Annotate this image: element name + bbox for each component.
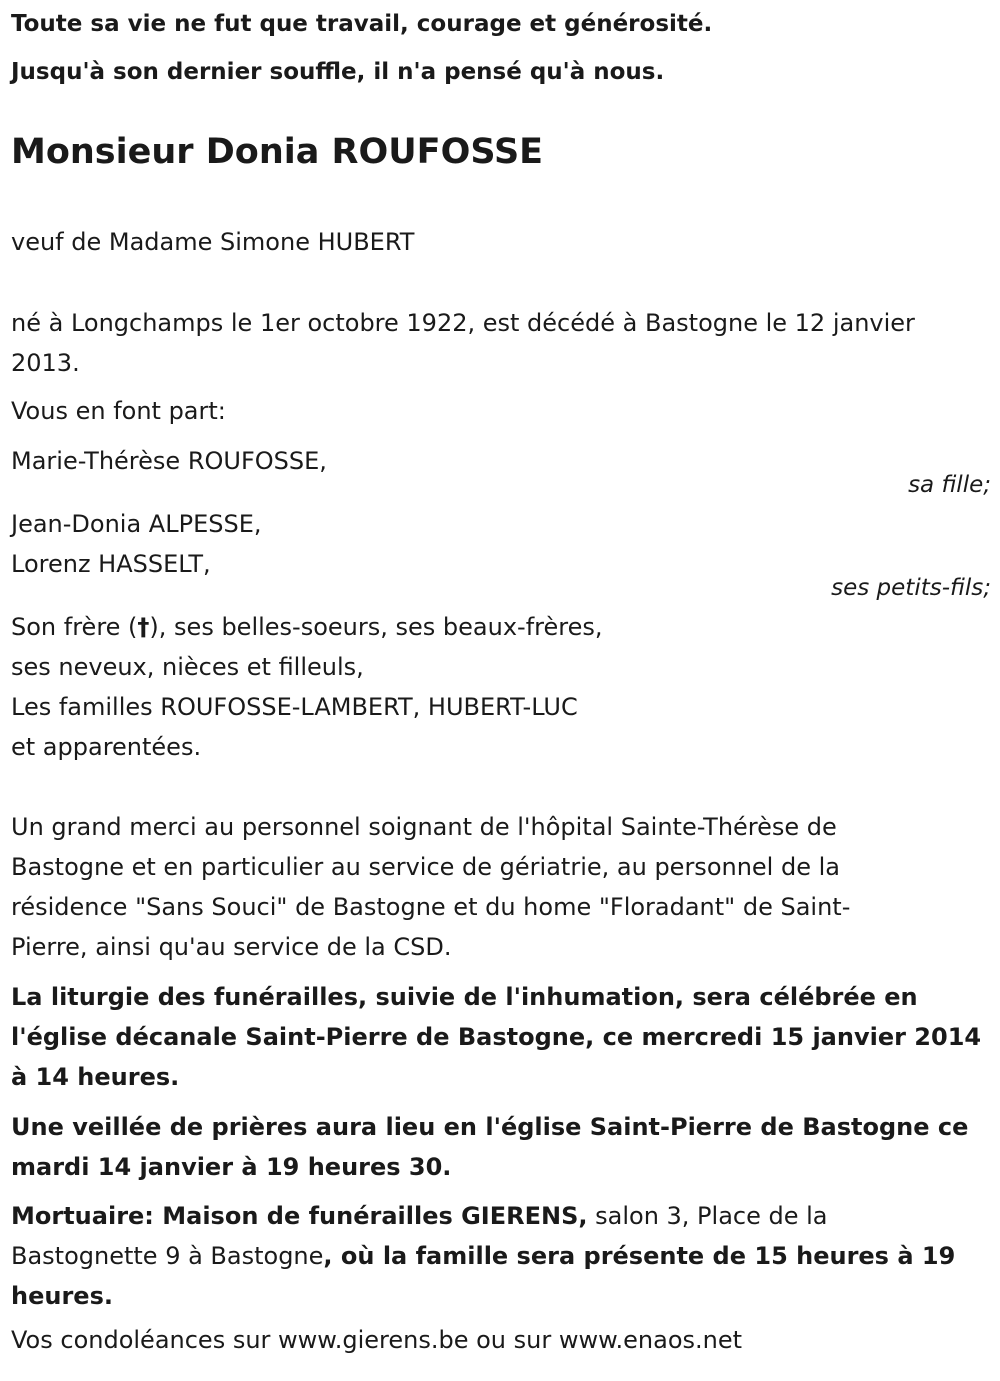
birth-death-paragraph (11, 303, 991, 383)
funeral-line-1: La liturgie des funérailles, suivie de l'inhumation, sera célébrée en (11, 983, 918, 1011)
spouse-line: veuf de Madame Simone HUBERT (11, 228, 415, 256)
family-line-1: Son frère (†), ses belles-soeurs, ses beaux-frères, (11, 613, 603, 641)
mortuary-line-2 (11, 1236, 991, 1276)
thanks-line-2: Bastogne et en particulier au service de gériatrie, au personnel de la (11, 853, 840, 881)
family-paragraph (11, 607, 991, 767)
daughter-name: Marie-Thérèse ROUFOSSE, (11, 447, 327, 475)
birth-death-line-2: 2013. (11, 349, 80, 377)
cross-icon: † (137, 613, 150, 641)
vigil-line-1: Une veillée de prières aura lieu en l'église Saint-Pierre de Bastogne ce (11, 1113, 969, 1141)
thanks-line-1: Un grand merci au personnel soignant de l'hôpital Sainte-Thérèse de (11, 813, 837, 841)
thanks-line-4: Pierre, ainsi qu'au service de la CSD. (11, 933, 452, 961)
announcement-intro: Vous en font part: (11, 397, 226, 425)
grandson-name-1: Jean-Donia ALPESSE, (11, 510, 262, 538)
family-line-2: ses neveux, nièces et filleuls, (11, 653, 364, 681)
mortuary-label: Mortuaire: Maison de funérailles GIERENS, (11, 1202, 588, 1230)
funeral-line-2: l'église décanale Saint-Pierre de Bastogne, ce mercredi 15 janvier 2014 (11, 1023, 982, 1051)
condolences-line: Vos condoléances sur www.gierens.be ou sur www.enaos.net (11, 1326, 743, 1354)
mortuary-paragraph (11, 1196, 991, 1316)
grandson-name-2: Lorenz HASSELT, (11, 550, 211, 578)
mortuary-presence: , où la famille sera présente de 15 heures à 19 (323, 1242, 956, 1270)
epitaph-line-2: Jusqu'à son dernier souffle, il n'a pensé qu'à nous. (11, 59, 665, 85)
mortuary-address-1: salon 3, Place de la (587, 1202, 828, 1230)
funeral-paragraph (11, 977, 991, 1097)
deceased-name: Monsieur Donia ROUFOSSE (11, 132, 544, 172)
family-line-4: et apparentées. (11, 733, 202, 761)
mortuary-line-1 (11, 1196, 991, 1236)
vigil-line-2: mardi 14 janvier à 19 heures 30. (11, 1153, 452, 1181)
vigil-paragraph (11, 1107, 991, 1187)
grandsons-relation: ses petits-fils; (831, 575, 991, 601)
birth-death-line-1: né à Longchamps le 1er octobre 1922, est décédé à Bastogne le 12 janvier (11, 309, 915, 337)
mortuary-address-2: Bastognette 9 à Bastogne (11, 1242, 324, 1270)
thanks-paragraph (11, 807, 991, 967)
epitaph-line-1: Toute sa vie ne fut que travail, courage et générosité. (11, 11, 713, 37)
funeral-line-3: à 14 heures. (11, 1063, 180, 1091)
family-line-3: Les familles ROUFOSSE-LAMBERT, HUBERT-LUC (11, 693, 578, 721)
thanks-line-3: résidence "Sans Souci" de Bastogne et du home "Floradant" de Saint- (11, 893, 851, 921)
daughter-relation: sa fille; (908, 472, 991, 498)
mortuary-line-3: heures. (11, 1282, 113, 1310)
